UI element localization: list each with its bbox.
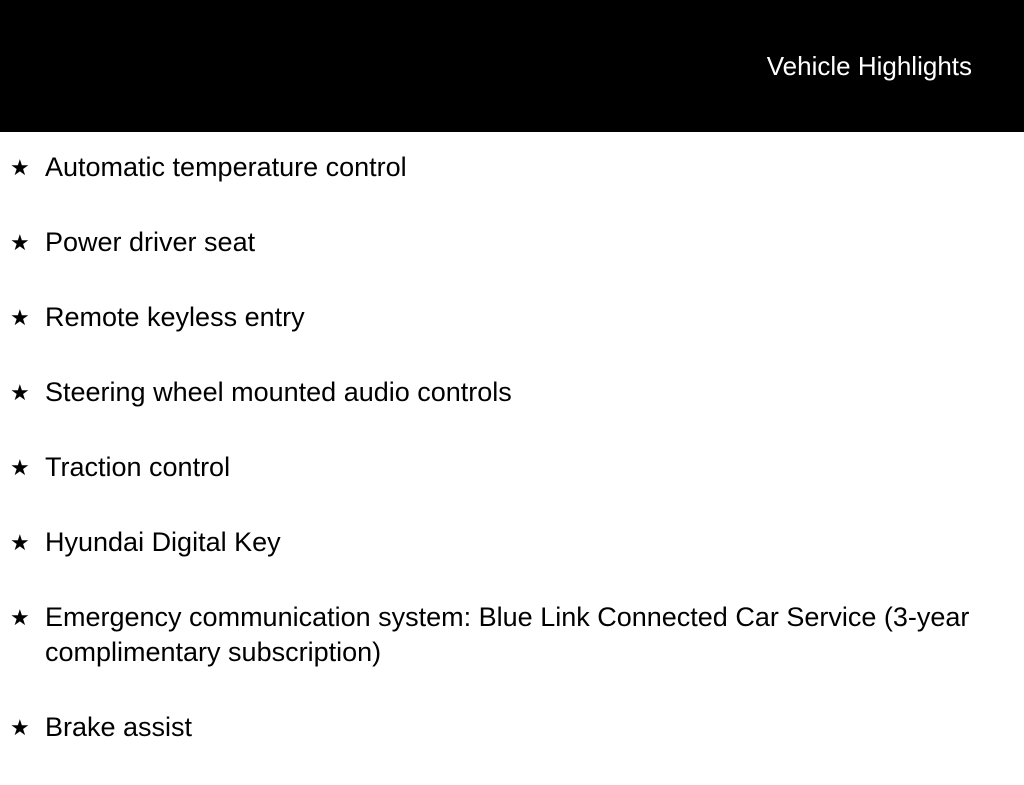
list-item-label: Power driver seat <box>45 227 256 257</box>
list-item <box>0 225 1024 260</box>
list-item-label: Hyundai Digital Key <box>45 527 281 557</box>
star-icon: ★ <box>10 530 30 555</box>
list-item <box>0 450 1024 485</box>
list-item-label: Traction control <box>45 452 231 482</box>
list-item <box>0 150 1024 185</box>
list-item-label: Steering wheel mounted audio controls <box>45 377 512 407</box>
list-item <box>0 710 1024 745</box>
list-item-label: Emergency communication system: Blue Link Connected Car Service (3-year complimentary subscription) <box>45 602 970 667</box>
list-item-label: Remote keyless entry <box>45 302 305 332</box>
list-item <box>0 525 1024 560</box>
star-icon: ★ <box>10 715 30 740</box>
star-icon: ★ <box>10 305 30 330</box>
highlights-list <box>0 150 1024 785</box>
list-item-label: Brake assist <box>45 712 193 742</box>
list-item-label: Automatic temperature control <box>45 152 407 182</box>
star-icon: ★ <box>10 155 30 180</box>
list-item <box>0 300 1024 335</box>
header-bar <box>0 0 1024 132</box>
star-icon: ★ <box>10 380 30 405</box>
star-icon: ★ <box>10 605 30 630</box>
list-item <box>0 600 1024 670</box>
star-icon: ★ <box>10 455 30 480</box>
list-item <box>0 375 1024 410</box>
star-icon: ★ <box>10 230 30 255</box>
page-title: Vehicle Highlights <box>766 51 972 81</box>
